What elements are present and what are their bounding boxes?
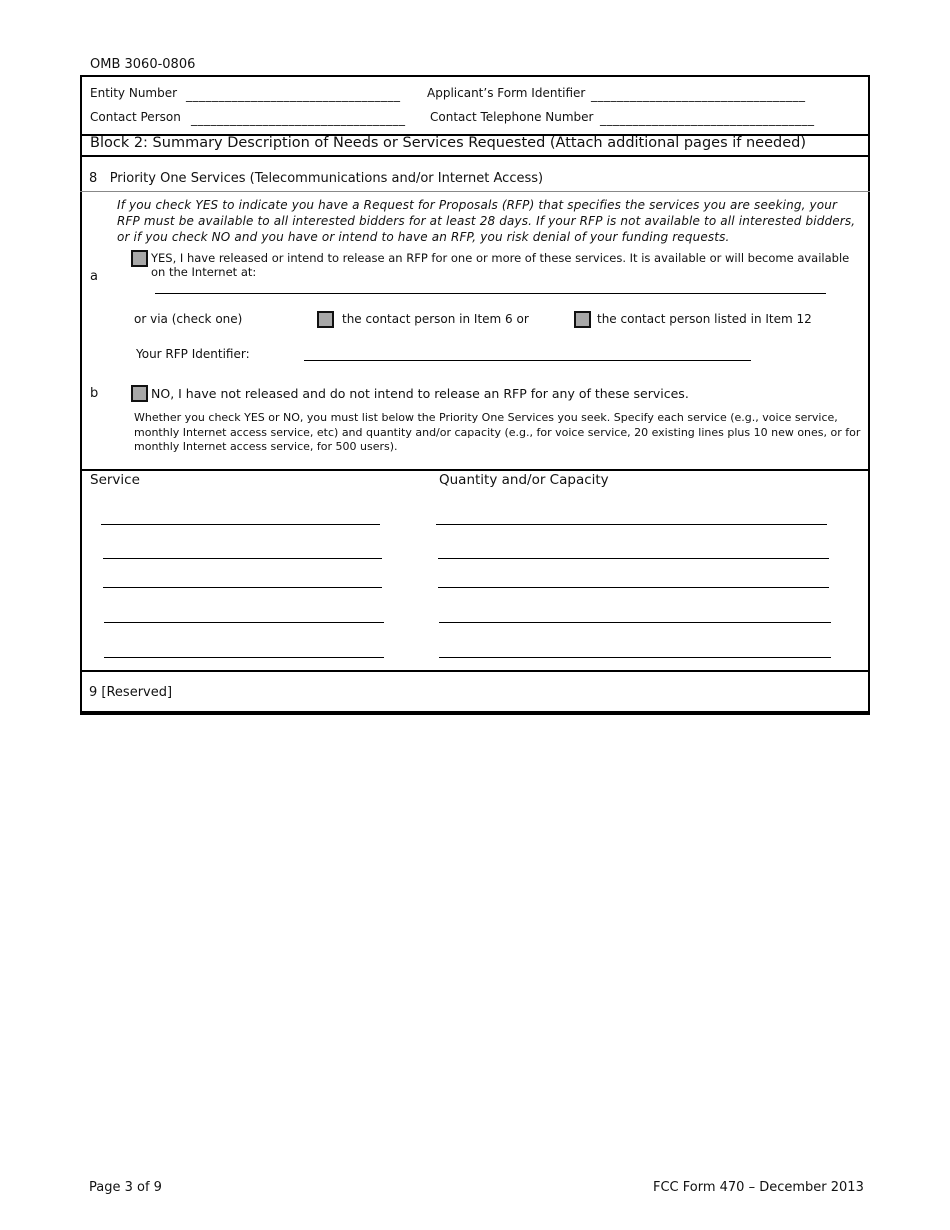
quantity-column-header: Quantity and/or Capacity [439, 472, 609, 488]
block2-title: Block 2: Summary Description of Needs or Services Requested (Attach additional pages if needed) [90, 135, 806, 151]
page-number: Page 3 of 9 [89, 1180, 162, 1195]
yes-checkbox[interactable] [131, 250, 148, 267]
quantity-field[interactable] [438, 558, 829, 559]
divider [80, 155, 870, 157]
service-field[interactable] [103, 587, 382, 588]
service-column-header: Service [90, 472, 140, 488]
contact-item12-label: the contact person listed in Item 12 [597, 312, 812, 326]
yes-option-text: YES, I have released or intend to release an RFP for one or more of these services. It is available or will become available on the Internet at: [151, 251, 850, 279]
form-version: FCC Form 470 – December 2013 [653, 1180, 864, 1195]
item9-reserved: 9 [Reserved] [89, 685, 173, 700]
no-checkbox[interactable] [131, 385, 148, 402]
quantity-field[interactable] [439, 622, 831, 623]
omb-number: OMB 3060-0806 [90, 57, 196, 72]
service-field[interactable] [103, 558, 382, 559]
no-option-text: NO, I have not released and do not intend to release an RFP for any of these services. [151, 386, 689, 401]
service-field[interactable] [104, 622, 384, 623]
entity-number-label: Entity Number [90, 86, 178, 100]
rfp-identifier-field[interactable] [304, 360, 751, 361]
item8-title: Priority One Services (Telecommunications and/or Internet Access) [109, 171, 544, 186]
rfp-url-field[interactable] [155, 293, 826, 294]
contact-person-label: Contact Person [90, 110, 181, 124]
contact-phone-field[interactable]: _________________________________ [600, 112, 815, 126]
divider [80, 191, 870, 192]
rfp-instruction: If you check YES to indicate you have a Request for Proposals (RFP) that specifies the services you are seeking, your RFP must be available to all interested bidders for at least 28 days. If your RFP is not available to all interested bidders, or if you check NO and you have or intend to have an RFP, you risk denial of your funding requests. [117, 198, 856, 244]
form-identifier-field[interactable]: _________________________________ [591, 88, 806, 102]
service-field[interactable] [101, 524, 380, 525]
quantity-field[interactable] [438, 587, 829, 588]
or-via-label: or via (check one) [134, 312, 243, 326]
item-a-label: a [90, 269, 98, 284]
item8-number: 8 [89, 171, 98, 186]
rfp-identifier-label: Your RFP Identifier: [136, 347, 250, 361]
quantity-field[interactable] [436, 524, 827, 525]
whether-instruction: Whether you check YES or NO, you must list below the Priority One Services you seek. Specify each service (e.g., voice service, monthly Internet access service, etc) and quantity and/or capacity (e.g., for voice service, 20 existing lines plus 10 new ones, or for monthly Internet access service, for 500 users). [134, 411, 861, 453]
contact-item12-checkbox[interactable] [574, 311, 591, 328]
item-b-label: b [90, 386, 99, 401]
contact-item6-label: the contact person in Item 6 or [342, 312, 529, 326]
item8-heading [89, 171, 543, 186]
contact-person-field[interactable]: _________________________________ [191, 112, 406, 126]
contact-phone-label: Contact Telephone Number [430, 110, 594, 124]
contact-item6-checkbox[interactable] [317, 311, 334, 328]
frame-bottom-rule [80, 711, 870, 714]
divider [80, 670, 870, 672]
form-identifier-label: Applicant’s Form Identifier [427, 86, 586, 100]
service-field[interactable] [104, 657, 384, 658]
entity-number-field[interactable]: _________________________________ [186, 88, 401, 102]
quantity-field[interactable] [439, 657, 831, 658]
divider [80, 469, 870, 471]
